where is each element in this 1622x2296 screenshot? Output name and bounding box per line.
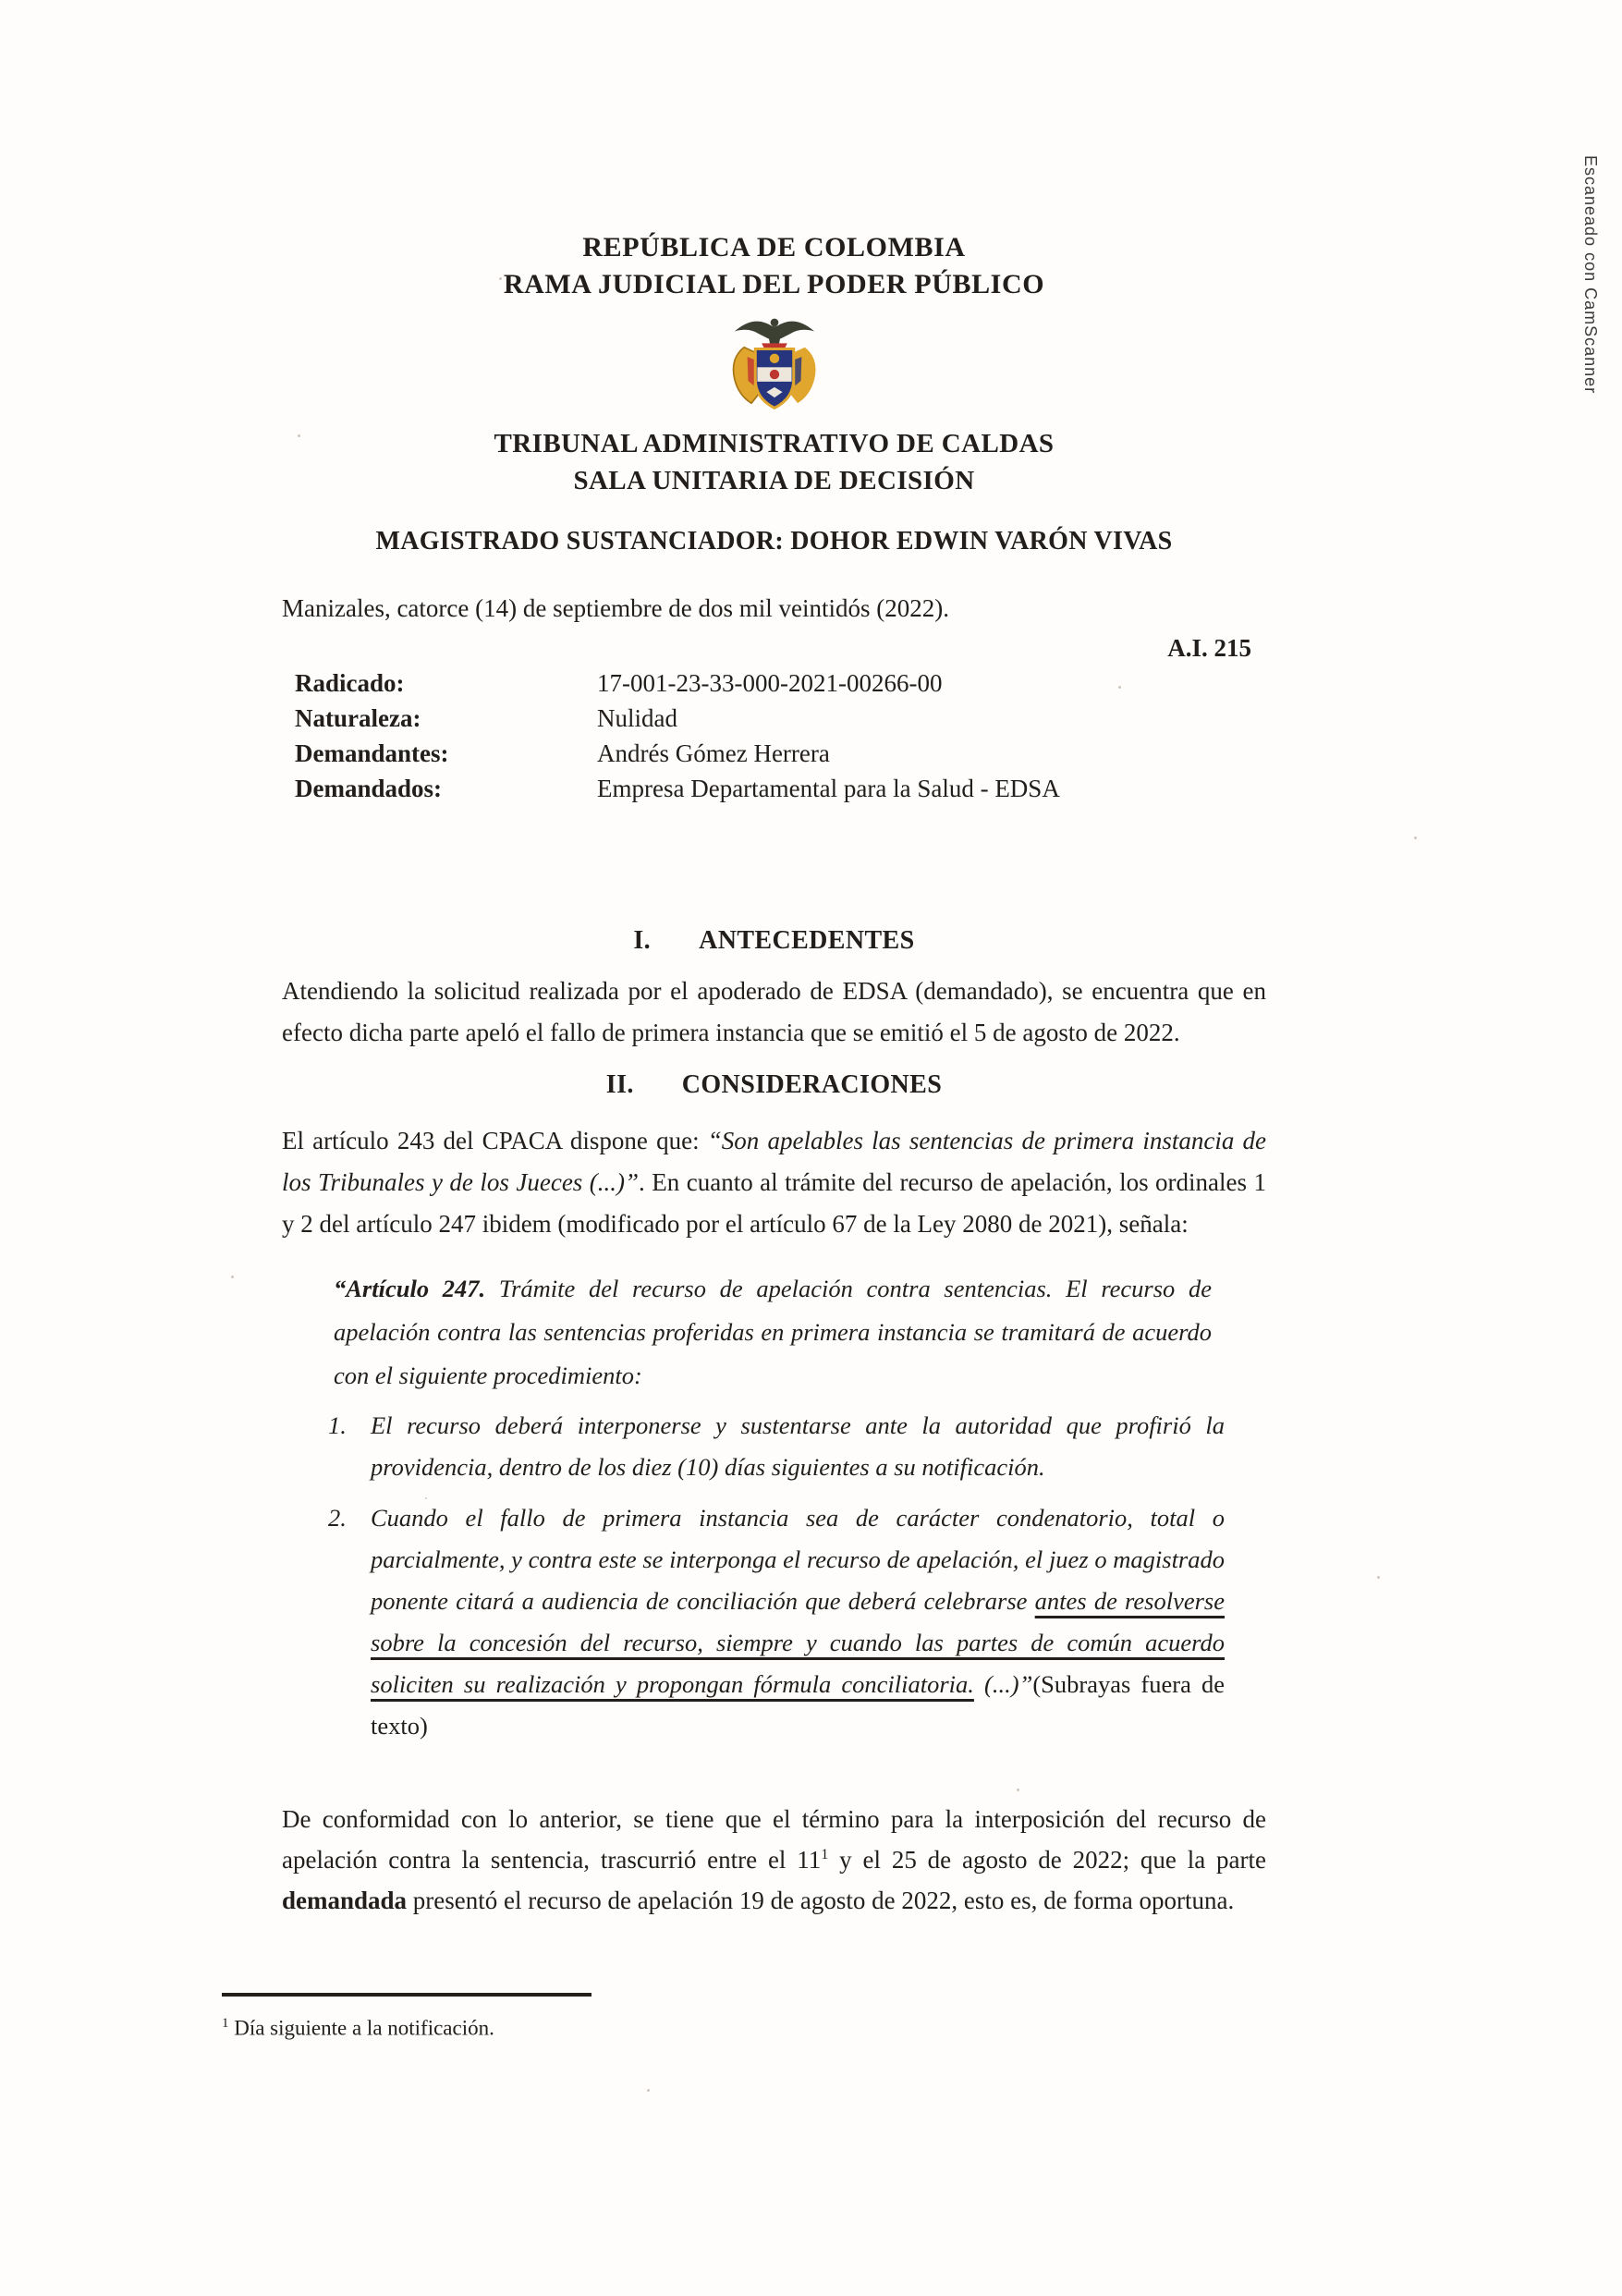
list-item-text	[371, 1405, 1225, 1488]
case-value: Andrés Gómez Herrera	[597, 739, 830, 767]
case-value: 17-001-23-33-000-2021-00266-00	[597, 669, 943, 697]
text-segment: Cuando el fallo de primera instancia sea de carácter condenatorio, total o parcialmente, y contra este se interponga el recurso de apelación, el juez o magistrado ponente citará a audiencia de conciliación que deberá celebrarse	[371, 1504, 1225, 1615]
text-segment: presentó el recurso de apelación 19 de agosto de 2022, esto es, de forma oportuna.	[407, 1887, 1235, 1914]
section-title: CONSIDERACIONES	[681, 1070, 943, 1099]
republic-title: REPÚBLICA DE COLOMBIA	[582, 232, 966, 263]
text-segment: “Artículo 247.	[334, 1275, 486, 1302]
footnote	[222, 1993, 869, 2043]
list-item-1	[328, 1405, 1225, 1488]
section-heading-antecedentes	[282, 924, 1266, 958]
case-info-row	[282, 736, 1266, 771]
consideraciones-intro	[282, 1120, 1266, 1245]
section-numeral: I.	[633, 926, 652, 955]
case-value: Nulidad	[597, 704, 677, 732]
text-segment: y el 25 de agosto de 2022; que la parte	[828, 1846, 1266, 1874]
case-label: Naturaleza:	[295, 704, 421, 732]
case-info-table	[282, 666, 1266, 806]
camscanner-watermark: Escaneado con CamScanner	[1581, 155, 1600, 395]
text-segment: (...)”	[973, 1670, 1033, 1698]
text-segment: 1	[821, 1846, 829, 1862]
chamber-name: SALA UNITARIA DE DECISIÓN	[573, 466, 975, 495]
footnote-rule	[222, 1993, 591, 1997]
article-247-list	[328, 1405, 1225, 1747]
footnote-body: Día siguiente a la notificación.	[234, 2016, 494, 2040]
text-segment: demandada	[282, 1887, 408, 1914]
case-label: Demandados:	[295, 775, 443, 802]
list-item-number: 2.	[328, 1504, 347, 1532]
text-segment: (Subrayas fuera de texto)	[371, 1670, 1225, 1740]
coat-of-arms	[282, 311, 1266, 421]
colombia-coat-of-arms-icon	[726, 311, 823, 416]
case-value: Empresa Departamental para la Salud - EDSA	[597, 775, 1060, 802]
text-segment: Trámite del recurso de apelación contra sentencias. El recurso de apelación contra las sentencias proferidas en primera instancia se tramitará de acuerdo con el siguiente procedimiento:	[334, 1275, 1212, 1389]
case-info-row	[282, 666, 1266, 701]
conclusion-paragraph	[282, 1799, 1266, 1921]
case-info-row	[282, 701, 1266, 736]
article-247-quote	[334, 1267, 1212, 1398]
section-numeral: II.	[605, 1070, 634, 1099]
section-heading-consideraciones	[282, 1069, 1266, 1102]
text-segment: “Son apelables las sentencias de primera instancia de los Tribunales y de los Jueces (...)”	[282, 1127, 1267, 1196]
list-item-text	[371, 1497, 1225, 1747]
order-number: A.I. 215	[1167, 634, 1251, 662]
case-info-row	[282, 771, 1266, 806]
text-segment: El recurso deberá interponerse y sustentarse ante la autoridad que profirió la providencia, dentro de los diez (10) días siguientes a su notificación.	[371, 1411, 1225, 1481]
dateline: Manizales, catorce (14) de septiembre de dos mil veintidós (2022).	[282, 594, 950, 622]
text-segment: . En cuanto al trámite del recurso de apelación, los ordinales 1 y 2 del artículo 247 ibidem (modificado por el artículo 67 de la Ley 2080 de 2021), señala:	[282, 1168, 1266, 1238]
section-title: ANTECEDENTES	[699, 926, 915, 955]
text-segment: El artículo 243 del CPACA dispone que:	[282, 1127, 708, 1154]
magistrate-line: MAGISTRADO SUSTANCIADOR: DOHOR EDWIN VARÓN VIVAS	[375, 527, 1173, 556]
court-name: TRIBUNAL ADMINISTRATIVO DE CALDAS	[494, 429, 1055, 458]
document-body	[282, 229, 1266, 1921]
list-item-2	[328, 1497, 1225, 1747]
text-segment: antes de resolverse sobre la concesión del recurso, siempre y cuando las partes de común acuerdo soliciten su realización y propongan fórmula conciliatoria.	[371, 1587, 1225, 1698]
case-label: Radicado:	[295, 669, 405, 697]
text-segment: De conformidad con lo anterior, se tiene que el término para la interposición del recurso de apelación contra la sentencia, trascurrió entre el 11	[282, 1805, 1266, 1874]
antecedentes-paragraph: Atendiendo la solicitud realizada por el apoderado de EDSA (demandado), se encuentra que en efecto dicha parte apeló el fallo de primera instancia que se emitió el 5 de agosto de 2022.	[282, 977, 1266, 1046]
judicial-branch-title: RAMA JUDICIAL DEL PODER PÚBLICO	[503, 269, 1045, 299]
footnote-marker: 1	[222, 2016, 229, 2031]
list-item-number: 1.	[328, 1411, 347, 1439]
case-label: Demandantes:	[295, 739, 449, 767]
footnote-text	[222, 2009, 869, 2043]
